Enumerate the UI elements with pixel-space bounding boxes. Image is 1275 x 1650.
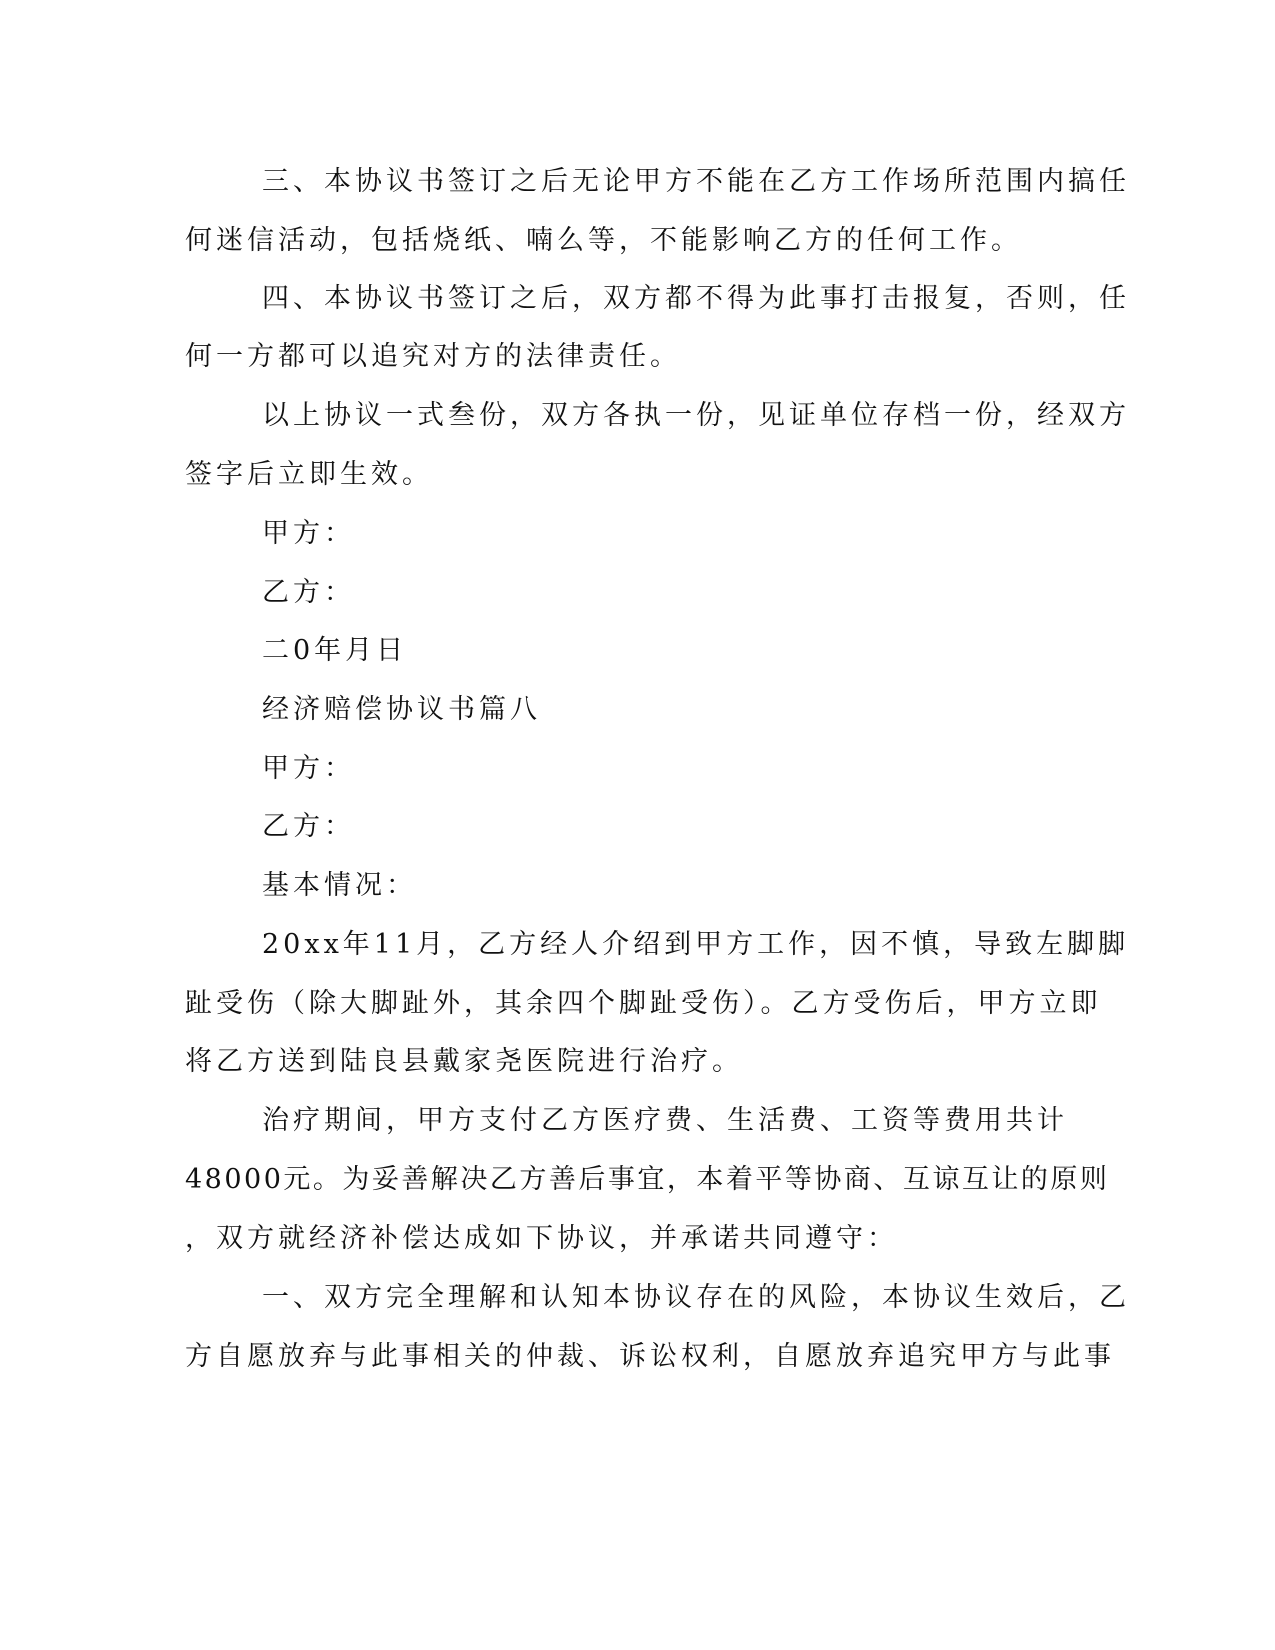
signature-label-party-a: 甲方： [262,518,355,549]
text-line: 签字后立即生效。 [185,459,433,490]
text-line: 三、本协议书签订之后无论甲方不能在乙方工作场所范围内搞任 [262,166,1130,197]
text-line: ，双方就经济补偿达成如下协议，并承诺共同遵守： [185,1223,898,1254]
text-line: 48000元。为妥善解决乙方善后事宜，本着平等协商、互谅互让的原则 [185,1164,1110,1195]
date-line: 二0年月日 [262,635,408,666]
party-a-label: 甲方： [262,753,355,784]
text-line: 四、本协议书签订之后，双方都不得为此事打击报复，否则，任 [262,283,1130,314]
text-line: 治疗期间，甲方支付乙方医疗费、生活费、工资等费用共计 [262,1105,1068,1136]
text-line: 何一方都可以追究对方的法律责任。 [185,341,681,372]
signature-label-party-b: 乙方： [262,577,355,608]
text-line: 方自愿放弃与此事相关的仲裁、诉讼权利，自愿放弃追究甲方与此事 [185,1341,1115,1372]
party-b-label: 乙方： [262,811,355,842]
text-line: 何迷信活动，包括烧纸、喃么等，不能影响乙方的任何工作。 [185,225,1022,256]
basic-info-heading: 基本情况： [262,870,417,901]
text-line: 20xx年11月，乙方经人介绍到甲方工作，因不慎，导致左脚脚 [262,929,1130,960]
text-line: 将乙方送到陆良县戴家尧医院进行治疗。 [185,1046,743,1077]
text-line: 以上协议一式叁份，双方各执一份，见证单位存档一份，经双方 [262,400,1130,431]
section-title: 经济赔偿协议书篇八 [262,694,541,725]
text-line: 趾受伤（除大脚趾外，其余四个脚趾受伤）。乙方受伤后，甲方立即 [185,988,1102,1019]
text-line: 一、双方完全理解和认知本协议存在的风险，本协议生效后，乙 [262,1282,1130,1313]
